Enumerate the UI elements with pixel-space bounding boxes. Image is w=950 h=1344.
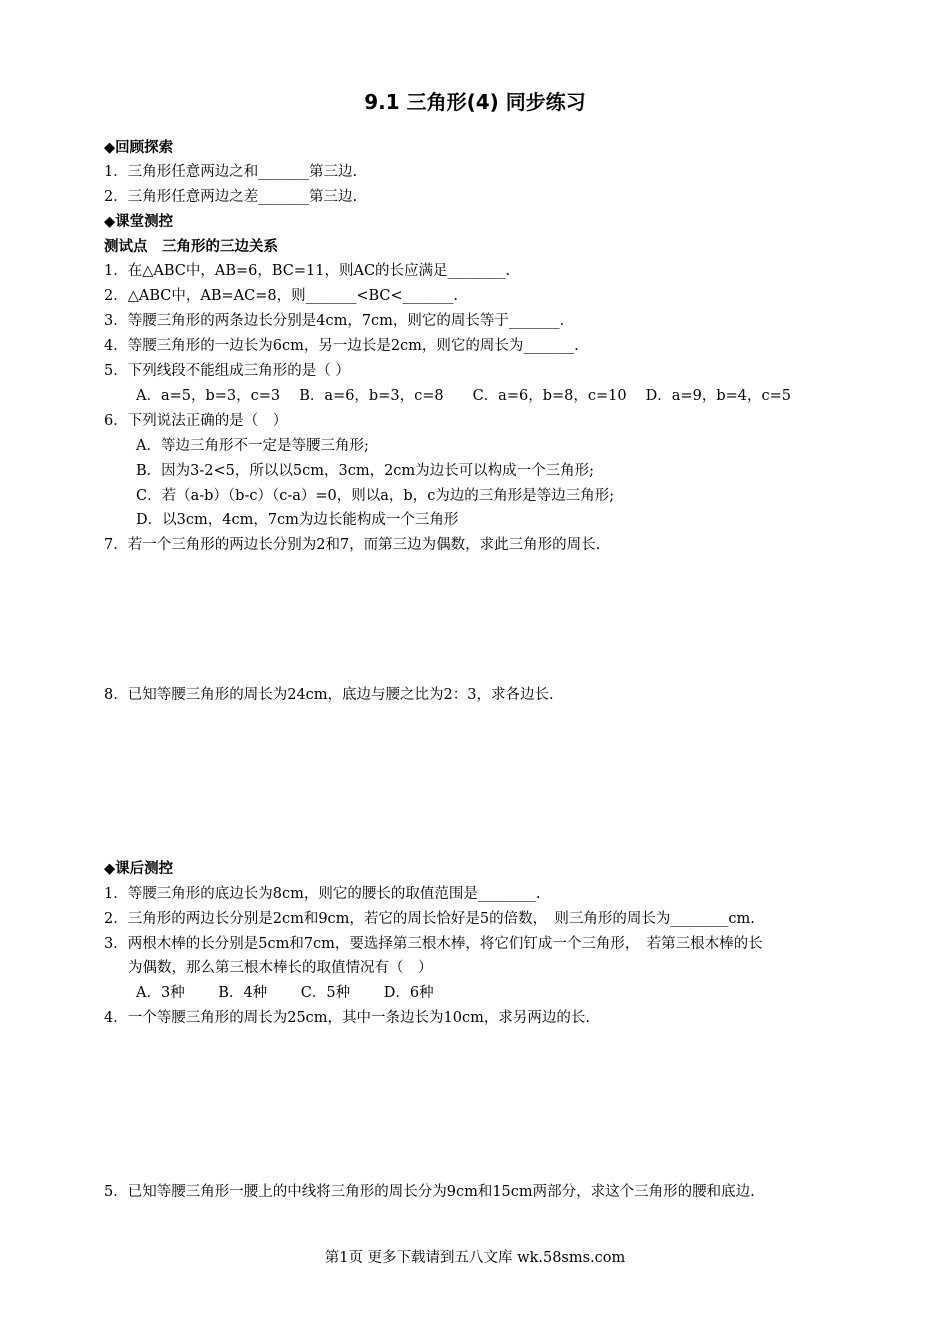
classroom-item-1: 1．在△ABC中，AB=6，BC=11，则AC的长应满足________. bbox=[104, 263, 511, 279]
after-item-3-continued: 为偶数，那么第三根木棒长的取值情况有（ ） bbox=[128, 960, 433, 976]
after-item-5: 5．已知等腰三角形一腰上的中线将三角形的周长分为9cm和15cm两部分，求这个三角形的腰和底边. bbox=[104, 1184, 755, 1200]
classroom-item-8: 8．已知等腰三角形的周长为24cm，底边与腰之比为2：3，求各边长. bbox=[104, 687, 554, 703]
after-item-1: 1．等腰三角形的底边长为8cm，则它的腰长的取值范围是________. bbox=[104, 886, 541, 902]
after-item-4: 4．一个等腰三角形的周长为25cm，其中一条边长为10cm，求另两边的长. bbox=[104, 1010, 590, 1026]
classroom-item-4: 4．等腰三角形的一边长为6cm，另一边长是2cm，则它的周长为_______. bbox=[104, 338, 579, 354]
after-item-2: 2．三角形的两边长分别是2cm和9cm，若它的周长恰好是5的倍数， 则三角形的周长为________cm. bbox=[104, 911, 755, 927]
classroom-item-5-options: A．a=5，b=3，c=3 B．a=6，b=3，c=8 C．a=6，b=8，c=10 D．a=9，b=4，c=5 bbox=[136, 388, 791, 404]
review-item-1: 1．三角形任意两边之和_______第三边. bbox=[104, 164, 358, 180]
classroom-item-6-option-c: C．若（a-b）（b-c）（c-a）=0，则以a，b，c为边的三角形是等边三角形; bbox=[136, 488, 615, 504]
classroom-item-6-option-d: D．以3cm，4cm，7cm为边长能构成一个三角形 bbox=[136, 512, 459, 528]
review-item-2: 2．三角形任意两边之差_______第三边. bbox=[104, 189, 358, 205]
after-item-3-options: A．3种 B．4种 C．5种 D．6种 bbox=[136, 985, 434, 1001]
classroom-item-7: 7．若一个三角形的两边长分别为2和7，而第三边为偶数，求此三角形的周长. bbox=[104, 537, 601, 553]
page-footer: 第1页 更多下载请到五八文库 wk.58sms.com bbox=[324, 1250, 626, 1266]
classroom-item-2: 2．△ABC中，AB=AC=8，则_______<BC<_______. bbox=[104, 288, 459, 304]
section-heading-after: ◆课后测控 bbox=[104, 861, 174, 877]
testpoint-heading: 测试点 三角形的三边关系 bbox=[104, 239, 278, 255]
section-heading-review: ◆回顾探索 bbox=[104, 140, 174, 156]
page-title: 9.1 三角形(4) 同步练习 bbox=[364, 90, 586, 114]
after-item-3: 3．两根木棒的长分别是5cm和7cm，要选择第三根木棒，将它们钉成一个三角形， 若第三根木棒的长 bbox=[104, 936, 763, 952]
classroom-item-3: 3．等腰三角形的两条边长分别是4cm，7cm，则它的周长等于_______. bbox=[104, 313, 565, 329]
section-heading-classroom: ◆课堂测控 bbox=[104, 214, 174, 230]
classroom-item-6-option-a: A．等边三角形不一定是等腰三角形; bbox=[136, 438, 369, 454]
classroom-item-6-option-b: B．因为3-2<5，所以以5cm，3cm，2cm为边长可以构成一个三角形; bbox=[136, 463, 595, 479]
classroom-item-6: 6．下列说法正确的是（ ） bbox=[104, 413, 288, 429]
classroom-item-5: 5．下列线段不能组成三角形的是（ ） bbox=[104, 363, 350, 379]
